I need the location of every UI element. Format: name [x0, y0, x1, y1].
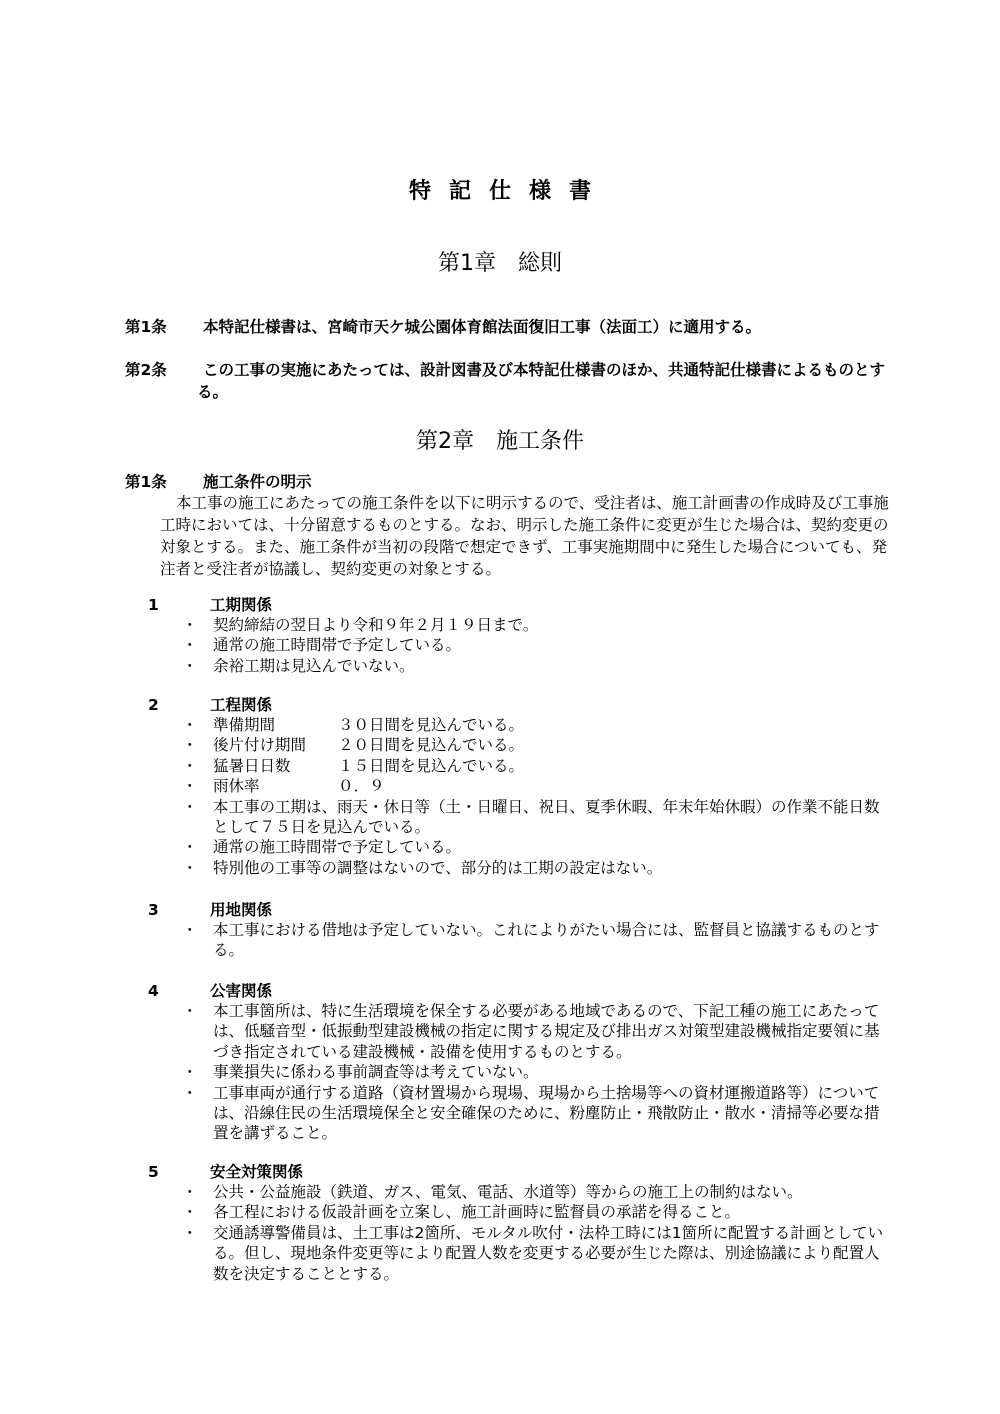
section-number: 2: [148, 696, 159, 714]
article-number: 第2条: [125, 361, 167, 379]
document-title: 特記仕様書: [408, 179, 609, 204]
section-title: 工程関係: [210, 696, 273, 714]
list-item: ・ 本工事箇所は、特に生活環境を保全する必要がある地域であるので、下記工種の施工にあたっては、低騒音型・低振動型建設機械の指定に関する規定及び排出ガス対策型建設機械指定要領に基づき指定されている建設機械・設備を使用するものとする。: [182, 1002, 880, 1061]
list-item: ・ 雨休率 ０．９: [182, 777, 385, 796]
section-5-list: [182, 1182, 894, 1284]
article-text: 本特記仕様書は、宮崎市天ケ城公園体育館法面復旧工事（法面工）に適用する。: [203, 318, 762, 336]
section-title: 安全対策関係: [210, 1163, 304, 1181]
list-item: ・ 交通誘導警備員は、土工事は2箇所、モルタル吹付・法枠工時には1箇所に配置する計画としている。但し、現地条件変更等により配置人数を変更する必要が生じた際は、別途協議により配置人数を決定することとする。: [182, 1223, 884, 1283]
list-item: ・ 通常の施工時間帯で予定している。: [182, 838, 462, 857]
list-item: ・ 事業損失に係わる事前調査等は考えていない。: [182, 1063, 539, 1082]
list-item: ・ 通常の施工時間帯で予定している。: [182, 636, 462, 655]
list-item: ・ 後片付け期間 ２０日間を見込んでいる。: [182, 736, 525, 755]
chapter-1-article-2: [125, 359, 885, 403]
list-item: ・ 契約締結の翌日より令和９年２月１９日まで。: [182, 616, 539, 634]
chapter-2-heading: 第2章 施工条件: [416, 429, 584, 454]
list-item: ・ 猛暑日日数 １５日間を見込んでいる。: [182, 756, 525, 775]
list-item: ・ 各工程における仮設計画を立案し、施工計画時に監督員の承諾を得ること。: [182, 1203, 741, 1222]
article-text: この工事の実施にあたっては、設計図書及び本特記仕様書のほか、共通特記仕様書によるものとする。: [197, 361, 886, 401]
list-item: ・ 準備期間 ３０日間を見込んでいる。: [182, 716, 525, 734]
section-title: 用地関係: [210, 901, 273, 919]
section-title: 工期関係: [210, 596, 273, 614]
chapter-1-article-1: [125, 316, 885, 338]
list-item: ・ 工事車両が通行する道路（資材置場から現場、現場から土捨場等への資材運搬道路等）については、沿線住民の生活環境保全と安全確保のために、粉塵防止・飛散防止・散水・清掃等必要な措置を講ずること。: [182, 1083, 880, 1143]
list-item: ・ 余裕工期は見込んでいない。: [182, 656, 415, 675]
section-title: 公害関係: [210, 982, 273, 1000]
list-item: ・ 本工事における借地は予定していない。これによりがたい場合には、監督員と協議するものとする。: [182, 921, 880, 960]
list-item: ・ 特別他の工事等の調整はないので、部分的は工期の設定はない。: [182, 858, 663, 877]
list-item: ・ 本工事の工期は、雨天・休日等（土・日曜日、祝日、夏季休暇、年末年始休暇）の作業不能日数として７５日を見込んでいる。: [182, 797, 880, 837]
section-number: 3: [148, 901, 159, 919]
list-item: ・ 公共・公益施設（鉄道、ガス、電気、電話、水道等）等からの施工上の制約はない。: [182, 1183, 803, 1201]
chapter-2-article-1-heading: [125, 471, 885, 493]
article-number: 第1条: [125, 318, 167, 336]
section-1-list: [182, 615, 894, 676]
section-number: 4: [148, 982, 159, 1000]
article-title: 施工条件の明示: [203, 473, 312, 491]
section-number: 1: [148, 596, 159, 614]
chapter-1-heading: 第1章 総則: [438, 251, 562, 276]
article-body: 本工事の施工にあたっての施工条件を以下に明示するので、受注者は、施工計画書の作成時及び工事施工時においては、十分留意するものとする。なお、明示した施工条件に変更が生じた場合は、契約変更の対象とする。また、施工条件が当初の段階で想定できず、工事実施期間中に発生した場合についても、発注者と受注者が協議し、契約変更の対象とする。: [160, 494, 889, 578]
section-number: 5: [148, 1163, 159, 1181]
section-3-list: [182, 920, 894, 961]
section-4-list: [182, 1001, 894, 1144]
article-number: 第1条: [125, 473, 167, 491]
section-2-list: [182, 715, 894, 878]
